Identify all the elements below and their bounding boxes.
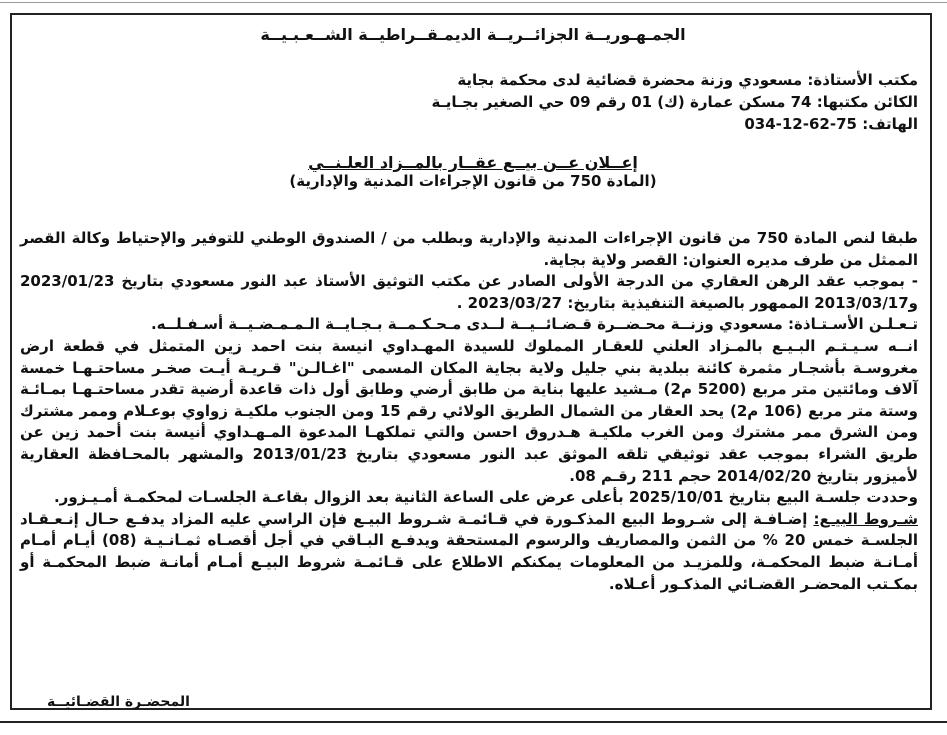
office-phone: الهاتف: 75-62-12-034 xyxy=(744,115,918,133)
announcement-title: إعــلان عــن بيــع عقــار بالمــزاد العلـنــي xyxy=(308,153,638,172)
office-address: الكائن مكتبها: 74 مسكن عمارة (ك) 01 رقم 09 حي الصغير بجـايـة xyxy=(431,93,918,111)
conditions-label: شـروط البيـع: xyxy=(813,509,918,528)
office-name: مكتب الأستاذة: مسعودي وزنة محضرة قضائية لدى محكمة بجاية xyxy=(457,71,918,89)
bottom-divider xyxy=(0,721,947,723)
announcement-body xyxy=(20,228,918,595)
body-paragraph-property: انــه سـيـتـم البـيـع بالمـزاد العلني للعقـار المملوك للسيدة المهـداوي انيسة بنت احمد زين المتمثل في قطعة ارض مغروسـة بأشجـار مثمرة كائنة ببلدية بني جليل ولاية بجاية المكان المسمى "اغـالـن" قـريـة أيـت صخـر مساحتـهـا خمسة آلاف ومائتين متر مربع (5200 م2) مـشيد عليها بناية من طابق أرضي وطابق أول ذات قاعدة أرضية تقدر مساحتـهـا بمـائـة وستة متر مربع (106 م2) يحد العقار من الشمال الطريق الولائي رقم 15 ومن الجنوب ملكيـة زواوي بوعـلام وممر مشترك ومن الشرق ممر مشترك ومن الغرب ملكيـة هـدروق احسن والتي تملكهـا المدعوة المـهـداوي أنيسة بنت أحمد زين عن طريق الشراء بموجب عقد توثيقي تلقه الموثق عبد النور مسعودي بتاريخ 2013/01/23 والمشهر بالمحـافظة العقارية لأميزور بتاريخ 2014/02/20 حجم 211 رقـم 08. xyxy=(20,336,919,485)
announcement-subtitle: (المادة 750 من قانون الإجراءات المدنية والإدارية) xyxy=(289,172,657,190)
signature: المحضـرة القضـائيــة xyxy=(47,694,190,710)
conditions-text: إضـافـة إلى شـروط البيع المذكـورة في قـائمـة شـروط البيـع فإن الراسي عليه المزاد يدفـع حـال إنـعـقـاد الجلسـة خمس 20 % من الثمن والمصاريف والرسوم المستحقة ويدفـع البـاقي في أجل أقصـاه ثمـانـيـة (08) أيـام أمـام أمـانـة ضبط المحكمـة، وللمزيـد من المعلومات يمكنكم الاطلاع على قـائمـة شروط البيـع أمـام أمانـة ضبط المحكمـة أو بمكـتب المحضـر القضـائي المذكـور أعـلاه. xyxy=(20,509,918,593)
body-paragraph-bailiff: تـعـلـن الأسـتـاذة: مسعودي وزنــة محـضــرة قـضـائــيــة لــدى مـحـكـمــة بـجـايــة الـمـمـضـيــة أسـفـلــه. xyxy=(150,315,918,334)
announcement-title-block xyxy=(12,153,934,190)
announcement-frame xyxy=(10,13,932,710)
top-divider xyxy=(0,2,947,3)
body-paragraph-conditions xyxy=(20,509,918,595)
republic-header: الجمـهـوريــة الجزائــريــة الديمـقــراطيــة الشــعـبـيــة xyxy=(260,25,686,44)
body-paragraph-mortgage: - بموجب عقد الرهن العقاري من الدرجة الأولى الصادر عن مكتب التوثيق الأستاذ عبد النور مسعودي بتاريخ 2023/01/23 و2013/03/17 الممهور بالصيغة التنفيذية بتاريخ: 2023/03/27 . xyxy=(20,272,918,312)
body-paragraph-request: طبقا لنص المادة 750 من قانون الإجراءات المدنية والإدارية وبطلب من / الصندوق الوطني للتوفير والإحتياط وكالة القصر الممثل من طرف مديره العنوان: القصر ولاية بجاية. xyxy=(20,229,918,269)
body-paragraph-session: وحددت جلسـة البيع بتاريخ 2025/10/01 بأعلى عرض على الساعة الثانية بعد الزوال بقاعـة الجلسـات لمحكمـة أمـيـزور. xyxy=(53,488,918,507)
